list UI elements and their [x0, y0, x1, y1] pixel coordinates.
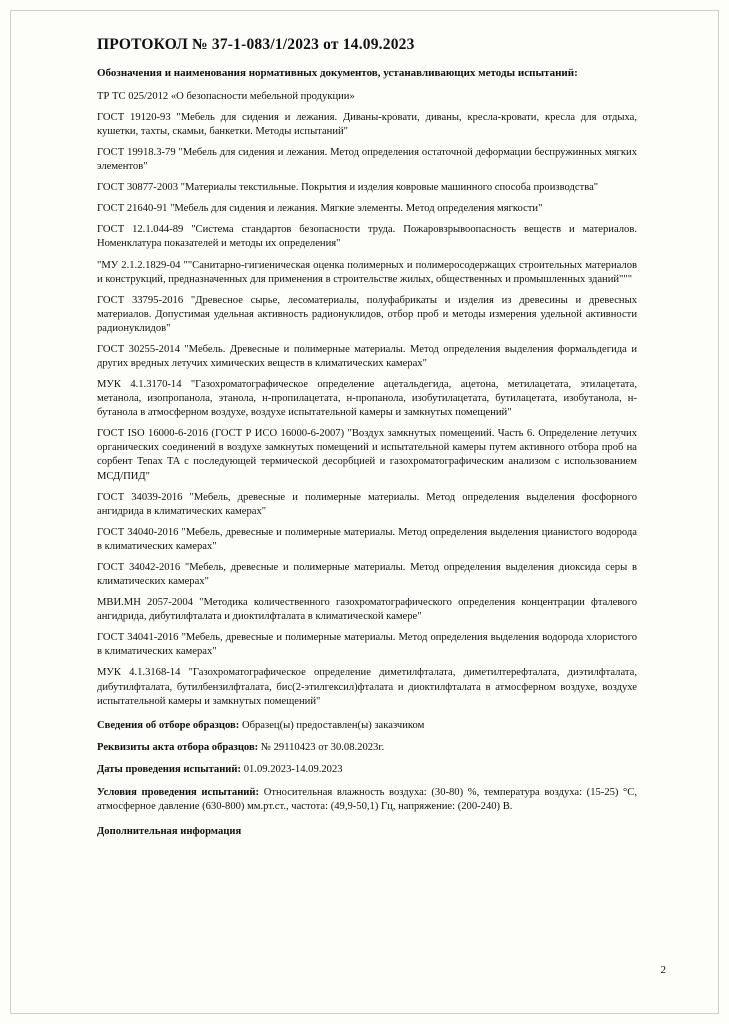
standard-item: МУК 4.1.3170-14 "Газохроматографическое определение ацетальдегида, ацетона, метилацетата, этилацетата, метанола, изопропанола, этанола, н-пропилацетата, н-пропанола, изобутилацетата, бутилацетата, изобутанола, н-бутанола в атмосферном воздухе, воздухе испытательной камеры и замкнутых помещений" [97, 379, 637, 419]
field-sampling-info [97, 719, 637, 733]
page-title: ПРОТОКОЛ № 37-1-083/1/2023 от 14.09.2023 [97, 36, 415, 53]
standard-item: МВИ.МН 2057-2004 "Методика количественного газохроматографического определения концентрации фталевого ангидрида, дибутилфталата и диоктилфталата в климатической камере" [97, 597, 637, 623]
standard-item: ГОСТ 30877-2003 "Материалы текстильные. Покрытия и изделия ковровые машинного способа производства" [97, 182, 599, 194]
standard-item: ГОСТ 21640-91 "Мебель для сидения и лежания. Мягкие элементы. Метод определения мягкости" [97, 203, 543, 215]
field-label: Условия проведения испытаний: [97, 786, 260, 798]
page-number: 2 [660, 964, 666, 976]
standard-item: ГОСТ 19120-93 "Мебель для сидения и лежания. Диваны-кровати, диваны, кресла-кровати, кресла для отдыха, кушетки, тахты, скамьи, банкетки. Методы испытаний" [97, 111, 637, 137]
standard-item: ГОСТ 34039-2016 "Мебель, древесные и полимерные материалы. Метод определения выделения фосфорного ангидрида в климатических камерах" [97, 491, 637, 517]
field-value: Относительная влажность воздуха: (30-80) %, температура воздуха: (15-25) °С, атмосферное давление (630-800) мм.рт.ст., частота: (49,9-50,1) Гц, напряжение: (200-240) В. [97, 786, 638, 812]
standard-item: ГОСТ 30255-2014 "Мебель. Древесные и полимерные материалы. Метод определения выделения формальдегида и других вредных летучих химических веществ в климатических камерах" [97, 343, 637, 370]
standard-item: ГОСТ 12.1.044-89 "Система стандартов безопасности труда. Пожаровзрывоопасность веществ и материалов. Номенклатура показателей и методы их определения" [97, 224, 637, 250]
field-label: Сведения об отборе образцов: [97, 719, 240, 731]
standard-item: ГОСТ 34040-2016 "Мебель, древесные и полимерные материалы. Метод определения выделения цианистого водорода в климатических камерах" [97, 526, 637, 552]
standard-item: ГОСТ 19918.3-79 "Мебель для сидения и лежания. Метод определения остаточной деформации беспружинных мягких элементов" [97, 147, 637, 173]
field-test-dates [97, 763, 637, 777]
field-value: Образец(ы) предоставлен(ы) заказчиком [241, 719, 425, 731]
field-label: Даты проведения испытаний: [97, 764, 242, 776]
additional-info-heading: Дополнительная информация [97, 826, 242, 838]
standard-item: ГОСТ 34042-2016 "Мебель, древесные и полимерные материалы. Метод определения выделения диоксида серы в климатических камерах" [97, 561, 637, 588]
field-sampling-act-details [97, 741, 637, 755]
field-value: № 29110423 от 30.08.2023г. [260, 741, 385, 753]
field-label: Реквизиты акта отбора образцов: [97, 741, 259, 753]
field-value: 01.09.2023-14.09.2023 [243, 764, 343, 776]
standard-item: ГОСТ 33795-2016 "Древесное сырье, лесоматериалы, полуфабрикаты и изделия из древесины и древесных материалов. Допустимая удельная активность радионуклидов, отбор проб и методы измерения удельной активности радионуклидов" [97, 294, 637, 334]
field-test-conditions [97, 786, 637, 815]
section-heading-normative-documents: Обозначения и наименования нормативных документов, устанавливающих методы испытаний: [97, 67, 578, 79]
standard-item: МУК 4.1.3168-14 "Газохроматографическое определение диметилфталата, диметилтерефталата, диэтилфталата, дибутилфталата, бутилбензилфталата, бис(2-этилгексил)фталата и диоктилфталата в атмосферном воздухе, воздухе испытательной камеры и замкнутых помещений" [97, 667, 637, 707]
standard-item: ГОСТ ISO 16000-6-2016 (ГОСТ Р ИСО 16000-6-2007) "Воздух замкнутых помещений. Часть 6. Определение летучих органических соединений в воздухе замкнутых помещений и испытательной камеры путем активного отбора проб на сорбент Tenax TA с последующей термической десорбцией и газохроматографическим анализом с использованием МСД/ПИД" [97, 428, 637, 482]
document-content [97, 36, 637, 848]
standard-item: ТР ТС 025/2012 «О безопасности мебельной продукции» [97, 90, 355, 102]
standard-item: ГОСТ 34041-2016 "Мебель, древесные и полимерные материалы. Метод определения выделения водорода хлористого в климатических камерах" [97, 632, 637, 658]
standard-item: "МУ 2.1.2.1829-04 ""Санитарно-гигиеническая оценка полимерных и полимеросодержащих строительных материалов и конструкций, предназначенных для применения в строительстве жилых, общественных и промышленных зданий""" [97, 259, 637, 285]
